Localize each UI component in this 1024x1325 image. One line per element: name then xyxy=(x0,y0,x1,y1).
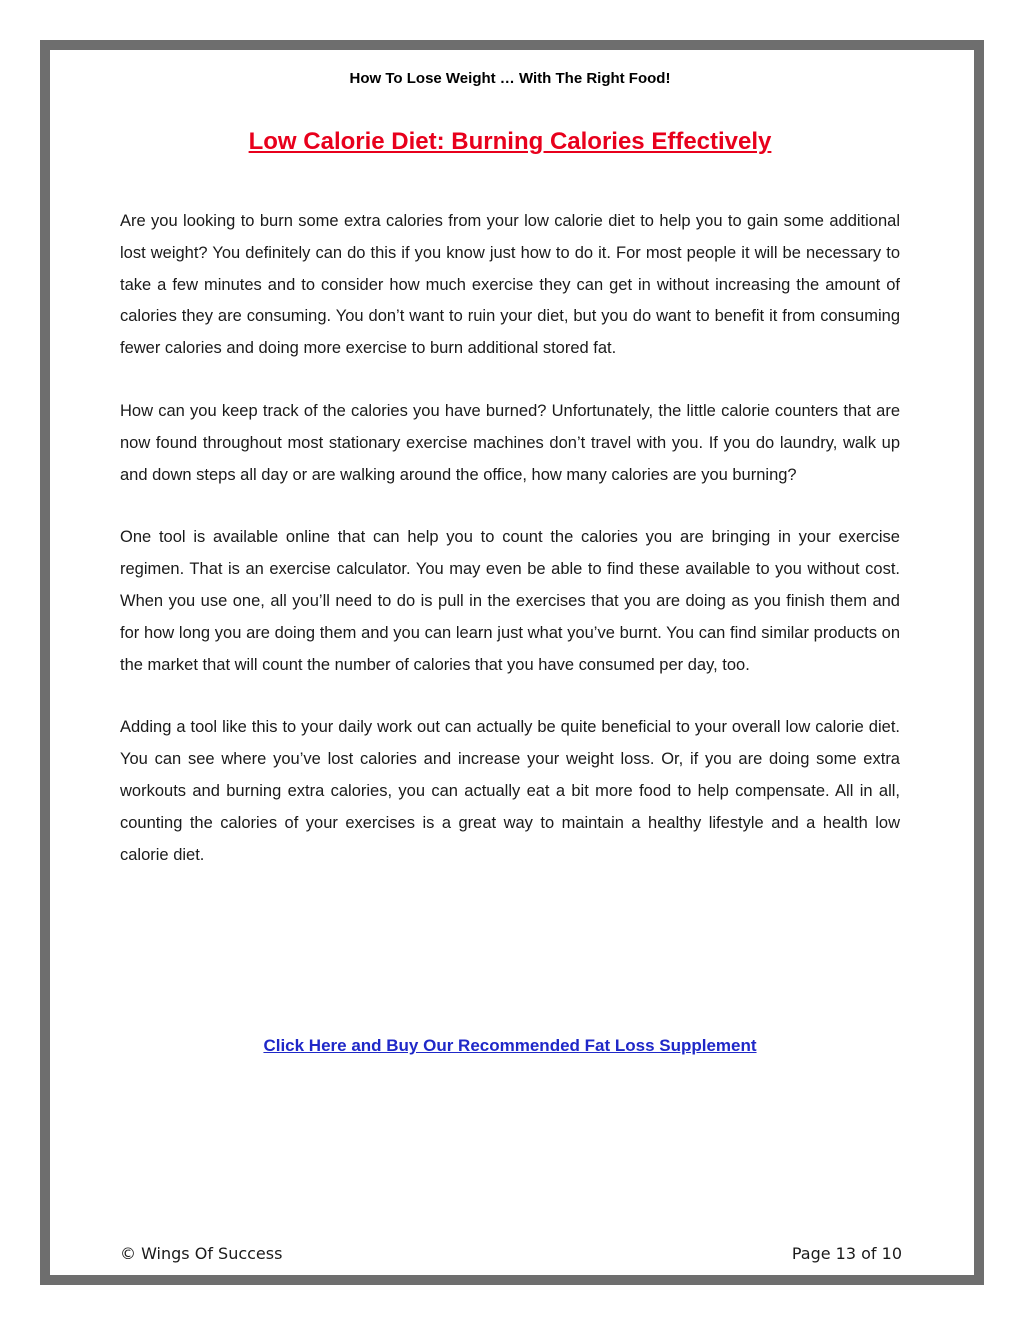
buy-supplement-link[interactable]: Click Here and Buy Our Recommended Fat Loss Supplement xyxy=(263,1036,757,1055)
copyright-text: © Wings Of Success xyxy=(120,1244,283,1263)
running-header: How To Lose Weight … With The Right Food! xyxy=(349,70,671,87)
paragraph: How can you keep track of the calories you have burned? Unfortunately, the little calorie counters that are now found throughout most stationary exercise machines don’t travel with you. If you do laundry, walk up and down steps all day or are walking around the office, how many calories are you burning? xyxy=(120,401,900,484)
paragraph: One tool is available online that can help you to count the calories you are bringing in your exercise regimen. That is an exercise calculator. You may even be able to find these available to you without cost. When you use one, all you’ll need to do is pull in the exercises that you are doing as you finish them and for how long you are doing them and you can learn just what you’ve burnt. You can find similar products on the market that will count the number of calories that you have consumed per day, too. xyxy=(120,528,900,674)
page-content xyxy=(120,50,900,1275)
page-number: Page 13 of 10 xyxy=(791,1244,902,1263)
page-frame xyxy=(40,40,984,1285)
article-body xyxy=(120,206,900,902)
article-title: Low Calorie Diet: Burning Calories Effectively xyxy=(248,128,772,155)
paragraph: Adding a tool like this to your daily work out can actually be quite beneficial to your overall low calorie diet. You can see where you’ve lost calories and increase your weight loss. Or, if you are doing some extra workouts and burning extra calories, you can actually eat a bit more food to help compensate. All in all, counting the calories of your exercises is a great way to maintain a healthy lifestyle and a health low calorie diet. xyxy=(120,718,900,864)
paragraph: Are you looking to burn some extra calories from your low calorie diet to help you to gain some additional lost weight? You definitely can do this if you know just how to do it. For most people it will be necessary to take a few minutes and to consider how much exercise they can get in without increasing the amount of calories they are consuming. You don’t want to ruin your diet, but you do want to benefit it from consuming fewer calories and doing more exercise to burn additional stored fat. xyxy=(120,212,900,358)
